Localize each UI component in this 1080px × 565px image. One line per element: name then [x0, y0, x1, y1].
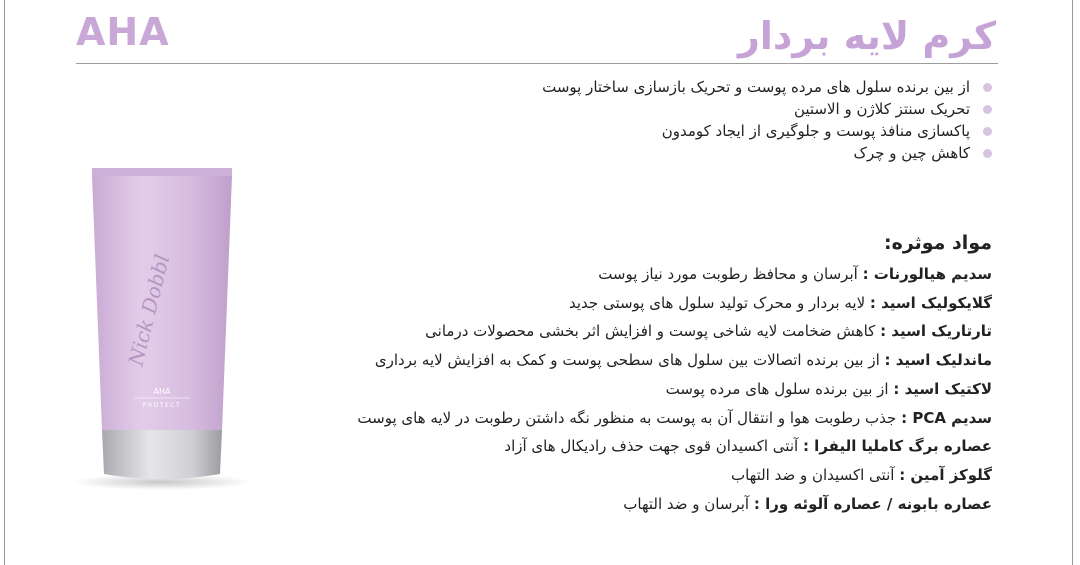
ingredient-desc: آبرسان و محافظ رطوبت مورد نیاز پوست: [598, 265, 863, 283]
brand-script: Nick Dobbl: [123, 252, 175, 369]
ingredient-name: سدیم هیالورنات :: [862, 265, 992, 283]
ingredient-name: لاکتیک اسید :: [893, 379, 992, 398]
ingredient-item: [357, 317, 992, 346]
benefit-item: پاکسازی منافذ پوست و جلوگیری از ایجاد کومدون: [542, 120, 992, 142]
ingredient-item: [357, 289, 992, 318]
ingredient-name: گلایکولیک اسید :: [869, 293, 992, 312]
benefits-list: [542, 76, 992, 164]
page-title: کرم لایه بردار: [738, 14, 996, 58]
ingredient-item: [357, 375, 992, 404]
ingredient-desc: جذب رطوبت هوا و انتقال آن به پوست به منظور نگه داشتن رطوبت در لایه های پوست: [357, 408, 902, 427]
right-border: [1072, 0, 1073, 565]
ingredient-desc: آنتی اکسیدان و ضد التهاب: [730, 465, 900, 484]
ingredients-heading: مواد موثره:: [884, 232, 992, 254]
product-tube-image: [72, 162, 252, 502]
ingredient-name: تارتاریک اسید :: [880, 322, 992, 341]
ingredient-name: عصاره برگ کاملیا الیفرا :: [802, 437, 992, 456]
ingredient-desc: از بین برنده اتصالات بین سلول های سطحی پوست و کمک به افزایش لایه برداری: [374, 351, 885, 370]
ingredient-item: [357, 432, 992, 461]
bullet-dot-icon: [983, 83, 992, 92]
ingredient-desc: از بین برنده سلول های مرده پوست: [665, 379, 894, 398]
tube-label: AHA: [153, 387, 171, 396]
ingredient-desc: آبرسان و ضد التهاب: [623, 494, 754, 513]
ingredient-name: عصاره بابونه / عصاره آلوئه ورا :: [753, 494, 992, 513]
product-badge: AHA: [76, 10, 170, 54]
bullet-dot-icon: [983, 105, 992, 114]
benefit-item: تحریک سنتز کلاژن و الاستین: [542, 98, 992, 120]
tube-cap: [102, 430, 222, 479]
ingredient-name: ماندلیک اسید :: [884, 351, 992, 370]
ingredient-desc: آنتی اکسیدان قوی جهت حذف رادیکال های آزاد: [504, 437, 803, 456]
benefit-item: از بین برنده سلول های مرده پوست و تحریک بازسازی ساختار پوست: [542, 76, 992, 98]
ingredients-list: [357, 260, 992, 518]
ingredient-name: گلوکز آمین :: [899, 465, 992, 484]
ingredient-desc: کاهش ضخامت لایه شاخی پوست و افزایش اثر بخشی محصولات درمانی: [425, 322, 881, 341]
ingredient-item: [357, 490, 992, 519]
ingredient-name: سدیم PCA :: [901, 408, 992, 427]
title-divider: [76, 63, 998, 64]
benefit-item: کاهش چین و چرک: [542, 142, 992, 164]
ingredient-item: [357, 346, 992, 375]
bullet-dot-icon: [983, 127, 992, 136]
left-border: [4, 0, 5, 565]
ingredient-item: [357, 260, 992, 289]
ingredient-item: [357, 461, 992, 490]
ingredient-item: [357, 404, 992, 433]
tube-sublabel: PROTECT: [142, 402, 182, 409]
bullet-dot-icon: [983, 149, 992, 158]
ingredient-desc: لایه بردار و محرک تولید سلول های پوستی جدید: [568, 293, 870, 312]
tube-crimp: [92, 168, 232, 176]
